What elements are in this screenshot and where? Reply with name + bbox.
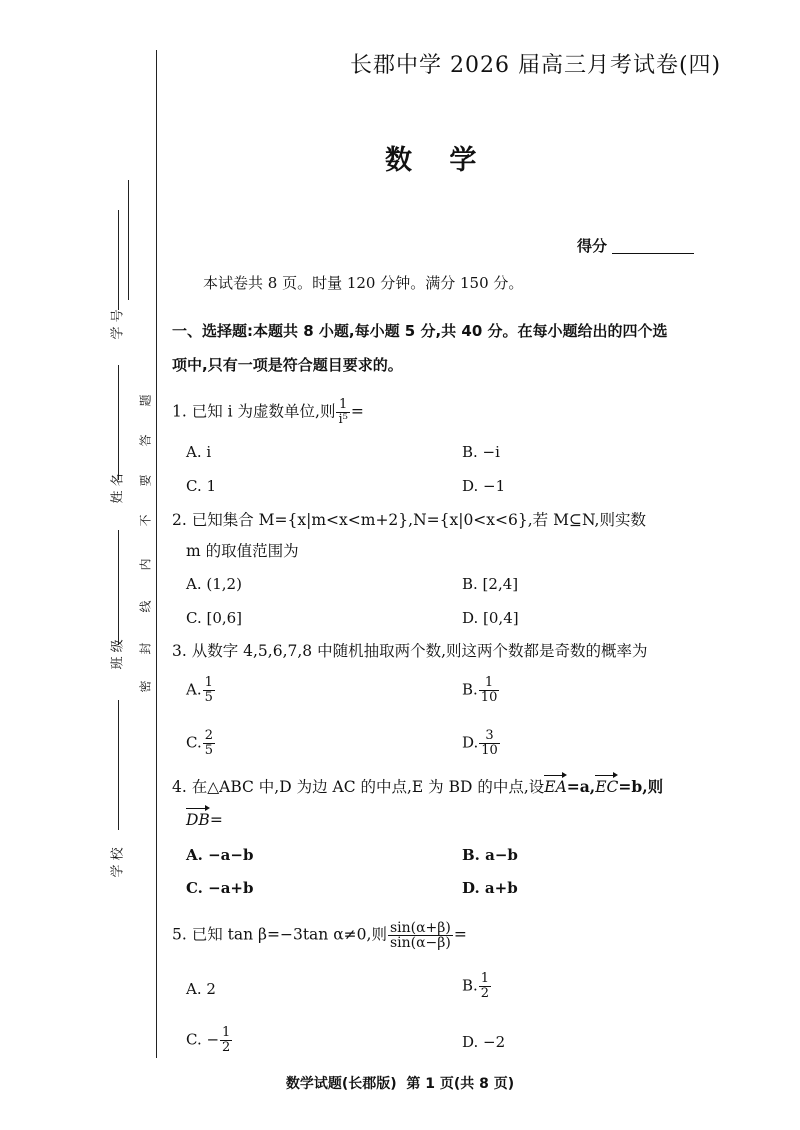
option-label: D. <box>462 733 479 752</box>
question-1-equals: = <box>350 402 364 421</box>
fraction-numerator: 1 <box>336 398 349 413</box>
seal-char: 不 <box>138 514 153 527</box>
question-4-equals: = <box>209 811 223 829</box>
question-5-text: 5. 已知 tan β=−3tan α≠0,则 <box>172 925 387 944</box>
question-5-fraction <box>388 921 453 950</box>
q1-option-b: B. −i <box>462 443 500 461</box>
option-fraction <box>203 676 215 705</box>
fraction-denominator: i⁵ <box>338 412 348 427</box>
q4-option-c: C. −a+b <box>186 879 254 897</box>
field-school-label: 学 校 <box>110 847 126 878</box>
field-class-label: 班 级 <box>110 639 126 670</box>
question-1-fraction <box>336 398 349 427</box>
q2-option-a: A. (1,2) <box>186 575 242 593</box>
question-4-text-b: =a, <box>566 777 596 796</box>
fraction-denominator: 5 <box>204 743 213 758</box>
option-label: C. − <box>186 1030 220 1049</box>
q2-option-d: D. [0,4] <box>462 609 519 627</box>
seal-char: 题 <box>138 394 153 407</box>
question-4-text-c: =b,则 <box>618 777 664 796</box>
score-label: 得分 <box>577 237 608 255</box>
school-line <box>118 700 119 830</box>
q5-option-a: A. 2 <box>186 980 216 998</box>
q5-option-d: D. −2 <box>462 1033 506 1051</box>
question-1-stem <box>172 398 364 427</box>
fraction-numerator: 1 <box>479 676 500 691</box>
option-fraction <box>479 729 500 758</box>
q1-option-d: D. −1 <box>462 477 506 495</box>
question-2-stem-line1: 2. 已知集合 M={x|m<x<m+2},N={x|0<x<6},若 M⊆N,则实数 <box>172 511 646 529</box>
score-blank[interactable] <box>612 253 694 254</box>
field-student-id-label: 学 号 <box>110 309 126 340</box>
binding-border-line <box>156 50 157 1058</box>
field-name-label: 姓 名 <box>110 473 126 504</box>
fraction-denominator: sin(α−β) <box>389 935 451 951</box>
seal-char: 线 <box>138 600 153 613</box>
student-id-line <box>118 210 119 310</box>
exam-title: 长郡中学 2026 届高三月考试卷(四) <box>350 53 722 78</box>
class-line <box>118 530 119 645</box>
exam-intro: 本试卷共 8 页。时量 120 分钟。满分 150 分。 <box>203 274 524 292</box>
q1-option-a: A. i <box>186 443 212 461</box>
question-4-stem-line2 <box>186 809 223 831</box>
option-fraction <box>203 729 215 758</box>
question-4-text: 4. 在△ABC 中,D 为边 AC 的中点,E 为 BD 的中点,设 <box>172 778 545 796</box>
question-2-stem-line2: m 的取值范围为 <box>186 542 299 560</box>
q3-option-c <box>186 729 216 758</box>
q3-option-b <box>462 676 500 705</box>
section-heading-line2: 项中,只有一项是符合题目要求的。 <box>172 356 403 374</box>
question-1-text: 1. 已知 i 为虚数单位,则 <box>172 402 336 421</box>
option-label: B. <box>462 680 478 699</box>
question-5-equals: = <box>453 925 467 944</box>
vector-db: DB <box>186 811 210 829</box>
q5-option-b <box>462 972 492 1001</box>
question-3-stem: 3. 从数字 4,5,6,7,8 中随机抽取两个数,则这两个数都是奇数的概率为 <box>172 642 648 660</box>
fraction-denominator: 5 <box>204 690 213 705</box>
question-5-stem <box>172 921 467 950</box>
q3-option-d <box>462 729 501 758</box>
q4-option-d: D. a+b <box>462 879 518 897</box>
fraction-numerator: 1 <box>480 971 490 986</box>
seal-char: 内 <box>138 558 153 571</box>
option-fraction <box>479 972 491 1001</box>
fraction-denominator: 2 <box>480 986 490 1001</box>
fraction-denominator: 10 <box>480 690 498 705</box>
section-heading-line1: 一、选择题:本题共 8 小题,每小题 5 分,共 40 分。在每小题给出的四个选 <box>172 322 668 340</box>
fraction-numerator: 3 <box>479 729 500 744</box>
fraction-numerator: 1 <box>222 1025 231 1040</box>
question-4-stem-line1 <box>172 776 663 798</box>
name-line <box>118 365 119 480</box>
fraction-numerator: sin(α+β) <box>389 920 451 936</box>
option-fraction <box>479 676 500 705</box>
seal-char: 密 <box>138 680 153 693</box>
option-label: B. <box>462 976 478 995</box>
q4-option-a: A. −a−b <box>186 846 254 864</box>
margin-rule-top <box>128 180 129 300</box>
option-fraction <box>220 1026 232 1055</box>
seal-char: 要 <box>138 474 153 487</box>
page-footer: 数学试题(长郡版) 第 1 页(共 8 页) <box>285 1076 515 1092</box>
q4-option-b: B. a−b <box>462 846 518 864</box>
fraction-denominator: 2 <box>222 1040 231 1055</box>
q2-option-b: B. [2,4] <box>462 575 519 593</box>
seal-char: 封 <box>138 642 153 655</box>
fraction-denominator: 10 <box>481 743 498 758</box>
q1-option-c: C. 1 <box>186 477 217 495</box>
q3-option-a <box>186 676 216 705</box>
option-label: C. <box>186 733 202 752</box>
q5-option-c <box>186 1026 233 1055</box>
seal-char: 答 <box>138 434 153 447</box>
q2-option-c: C. [0,6] <box>186 609 243 627</box>
subject-title: 数 学 <box>385 145 491 176</box>
vector-ea: EA <box>544 778 567 796</box>
fraction-numerator: 2 <box>204 728 213 743</box>
vector-ec: EC <box>595 778 619 796</box>
fraction-numerator: 1 <box>204 675 213 690</box>
option-label: A. <box>186 680 202 699</box>
